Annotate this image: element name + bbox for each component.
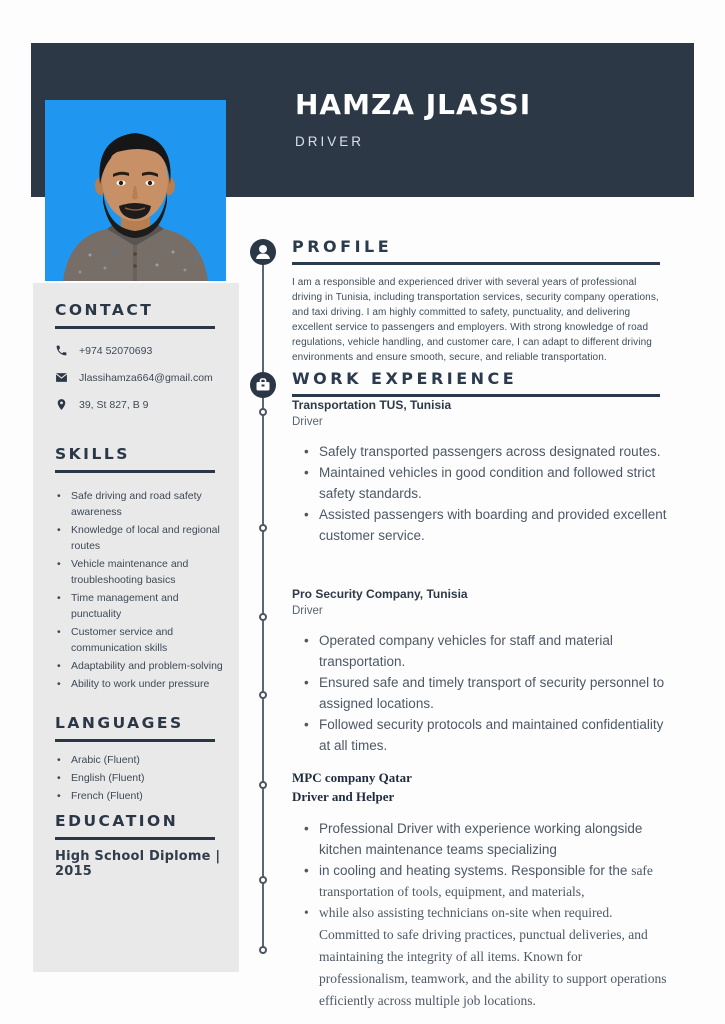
language-item: • Arabic (Fluent) (55, 752, 225, 768)
contact-email-text: Jlassihamza664@gmail.com (79, 371, 213, 384)
work-briefcase-icon (249, 371, 277, 399)
profile-person-icon (249, 238, 277, 266)
job-bullet: • Followed security protocols and maintained confidentiality at all times. (292, 714, 668, 756)
skill-item: • Adaptability and problem-solving (55, 658, 225, 674)
job-bullet: • Safely transported passengers across designated routes. (292, 441, 668, 462)
work-experience-section (292, 369, 666, 397)
skill-item: • Customer service and communication skills (55, 624, 225, 656)
skills-heading: SKILLS (55, 445, 130, 463)
job-bullet: • Professional Driver with experience working alongside kitchen maintenance teams specializing (292, 818, 668, 860)
timeline-line (262, 252, 264, 954)
sidebar (33, 283, 239, 972)
languages-heading: LANGUAGES (55, 714, 184, 732)
skill-item: • Safe driving and road safety awareness (55, 488, 225, 520)
job-bullet: • while also assisting technicians on-site when required. Committed to safe driving practices, punctual deliveries, and maintaining the integrity of all items. Known for professionalism, teamwork, and the ability to support operations efficiently across multiple job locations. (292, 902, 668, 1012)
person-name: HAMZA JLASSI (295, 88, 532, 121)
skill-item: • Time management and punctuality (55, 590, 225, 622)
job-pro-security (292, 587, 668, 756)
skills-rule (55, 470, 215, 473)
job-bullet-list (292, 441, 668, 546)
timeline-node (259, 691, 267, 699)
envelope-icon (55, 371, 68, 384)
job-company: Transportation TUS, Tunisia (292, 398, 452, 412)
job-mpc-qatar (292, 770, 668, 1012)
language-item: • English (Fluent) (55, 770, 225, 786)
location-pin-icon (55, 398, 68, 411)
contact-email-row (55, 371, 225, 384)
job-bullet-list (292, 630, 668, 756)
job-bullet (292, 860, 668, 902)
skills-list (55, 488, 225, 692)
timeline-node (259, 524, 267, 532)
job-company: MPC company Qatar (292, 770, 412, 785)
timeline-node (259, 408, 267, 416)
job-bullet: • Ensured safe and timely transport of security personnel to assigned locations. (292, 672, 668, 714)
contact-address-row (55, 398, 225, 411)
skill-item: • Vehicle maintenance and troubleshooting basics (55, 556, 225, 588)
language-item: • French (Fluent) (55, 788, 225, 804)
education-line: High School Diplome | 2015 (55, 849, 221, 879)
job-bullet: • Assisted passengers with boarding and provided excellent customer service. (292, 504, 668, 546)
profile-heading: PROFILE (292, 237, 393, 256)
profile-text: I am a responsible and experienced driver with several years of professional driving in Tunisia, including transportation services, security company operations, and taxi driving. I am highly committed to safety, punctuality, and delivering excellent service to passengers and employers. With strong knowledge of road regulations, vehicle handling, and customer care, I can adapt to different driving environments and ensure smooth, secure, and reliable transportation. (292, 276, 659, 363)
contact-phone-text: +974 52070693 (79, 344, 153, 357)
timeline-node (259, 781, 267, 789)
languages-list (55, 752, 225, 804)
job-role: Driver (292, 605, 323, 617)
profile-rule (292, 262, 660, 265)
education-heading: EDUCATION (55, 812, 179, 830)
timeline-node (259, 876, 267, 884)
job-bullet: • Maintained vehicles in good condition and followed strict safety standards. (292, 462, 668, 504)
job-company: Pro Security Company, Tunisia (292, 587, 468, 601)
person-job-title: DRIVER (295, 134, 365, 149)
contact-phone-row (55, 344, 225, 357)
contact-heading: CONTACT (55, 301, 154, 319)
skill-item: • Ability to work under pressure (55, 676, 225, 692)
phone-icon (55, 344, 68, 357)
skill-item: • Knowledge of local and regional routes (55, 522, 225, 554)
spacer (55, 425, 225, 445)
job-bullet-sans-part: in cooling and heating systems. Responsible for the (319, 863, 632, 878)
job-bullet-serif-part: safe transportation of tools, equipment, and materials, (319, 863, 653, 899)
spacer (55, 694, 225, 714)
job-role: Driver and Helper (292, 789, 395, 804)
job-bullet-list (292, 818, 668, 1012)
profile-section (292, 237, 666, 365)
timeline-node (259, 613, 267, 621)
header-name-block (295, 88, 531, 149)
contact-address-text: 39, St 827, B 9 (79, 398, 149, 411)
work-experience-heading: WORK EXPERIENCE (292, 369, 518, 388)
job-role: Driver (292, 416, 323, 428)
timeline-node (259, 946, 267, 954)
contact-rule (55, 326, 215, 329)
work-experience-rule (292, 394, 660, 397)
job-bullet: • Operated company vehicles for staff and material transportation. (292, 630, 668, 672)
languages-rule (55, 739, 215, 742)
profile-photo (45, 100, 226, 281)
job-transportation-tus (292, 398, 668, 546)
education-rule (55, 837, 215, 840)
